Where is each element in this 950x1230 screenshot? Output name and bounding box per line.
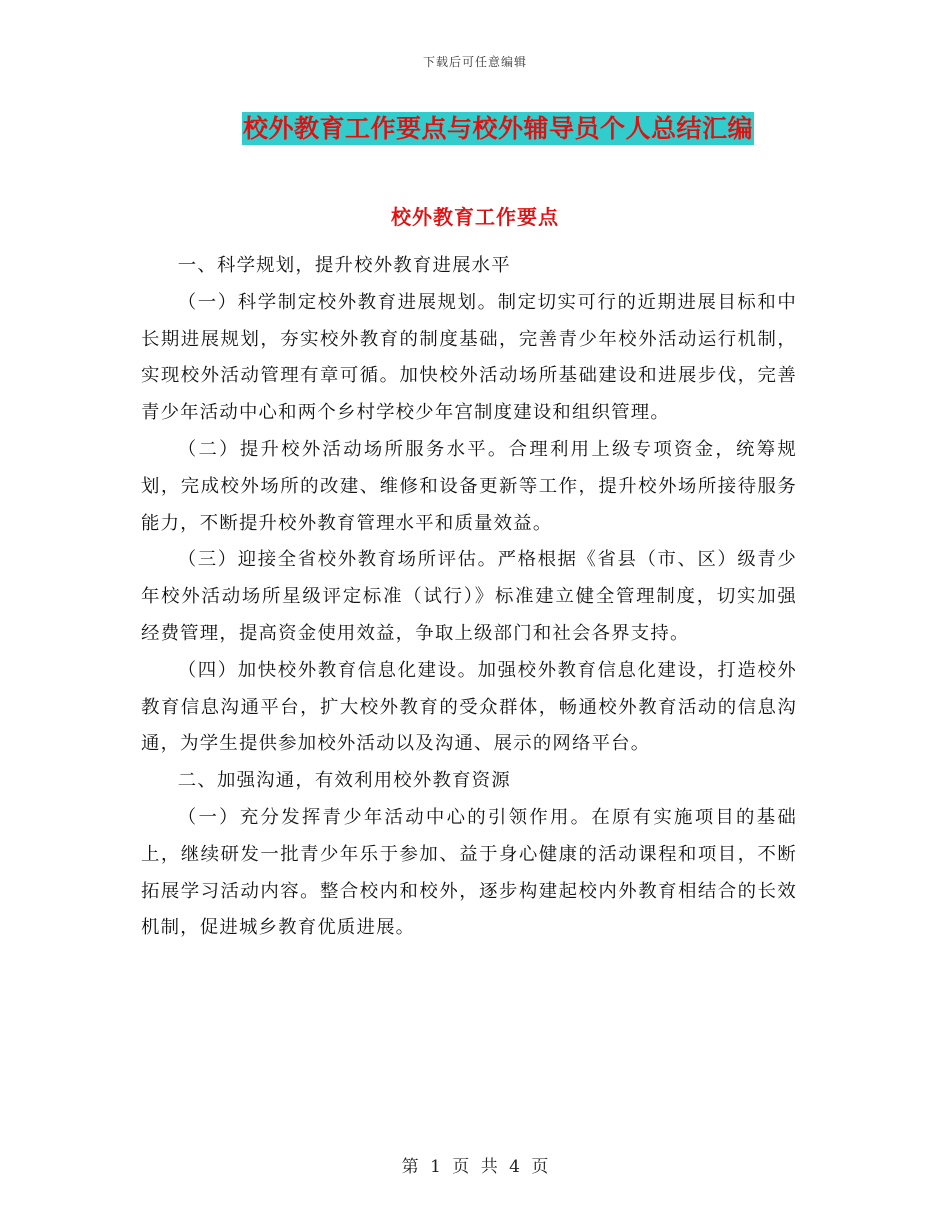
page-footer: 第 1 页 共 4 页 (401, 1157, 549, 1177)
document-title: 校外教育工作要点与校外辅导员个人总结汇编 (242, 114, 753, 143)
heading-part-two: 二、加强沟通，有效利用校外教育资源 (177, 770, 511, 792)
paragraph: （一）科学制定校外教育进展规划。制定切实可行的近期进展目标和中长期进展规划，夯实校外教育的制度基础，完善青少年校外活动运行机制，实现校外活动管理有章可循。加快校外活动场所基础建设和进展步伐，完善青少年活动中心和两个乡村学校少年宫制度建设和组织管理。 (141, 291, 797, 424)
page-header-note: 下载后可任意编辑 (422, 55, 527, 69)
paragraph: （一）充分发挥青少年活动中心的引领作用。在原有实施项目的基础上，继续研发一批青少年乐于参加、益于身心健康的活动课程和项目，不断拓展学习活动内容。整合校内和校外，逐步构建起校内外教育相结合的长效机制，促进城乡教育优质进展。 (141, 806, 797, 939)
document-body (141, 248, 797, 947)
paragraph: （三）迎接全省校外教育场所评估。严格根据《省县（市、区）级青少年校外活动场所星级评定标准（试行）》标准建立健全管理制度，切实加强经费管理，提高资金使用效益，争取上级部门和社会各界支持。 (141, 549, 797, 644)
section-title: 校外教育工作要点 (391, 205, 559, 229)
heading-part-one: 一、科学规划，提升校外教育进展水平 (177, 255, 511, 276)
paragraph: （二）提升校外活动场所服务水平。合理利用上级专项资金，统筹规划，完成校外场所的改建、维修和设备更新等工作，提升校外场所接待服务能力，不断提升校外教育管理水平和质量效益。 (141, 438, 797, 534)
paragraph: （四）加快校外教育信息化建设。加强校外教育信息化建设，打造校外教育信息沟通平台，扩大校外教育的受众群体，畅通校外教育活动的信息沟通，为学生提供参加校外活动以及沟通、展示的网络平台。 (141, 659, 797, 755)
document-title-container (0, 112, 950, 145)
